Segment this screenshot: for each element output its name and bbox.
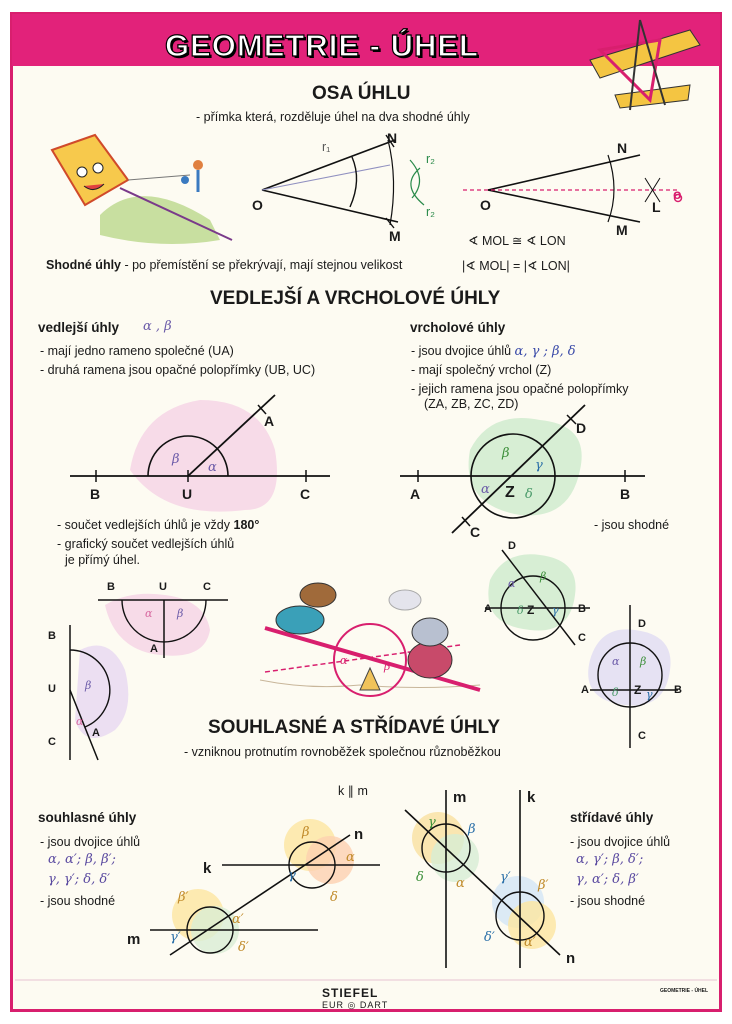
- stridave-line-1: - jsou dvojice úhlů: [570, 835, 671, 849]
- shodne-definition: - po přemístění se překrývají, mají stejnou velikost: [121, 258, 403, 272]
- souhl-alpha: α: [346, 850, 355, 865]
- vrch-label-D: D: [576, 420, 587, 436]
- vertical-angles-small-diagram: [485, 550, 590, 645]
- small3-delta: δ: [517, 604, 524, 617]
- label-O-1: O: [252, 197, 263, 213]
- vertical-angles-diagram: [400, 405, 645, 533]
- strid-beta-prime: β′: [538, 878, 549, 893]
- small2-label-U: U: [48, 683, 56, 695]
- strid-gamma: γ: [428, 815, 436, 830]
- small3-label-B: B: [578, 603, 586, 615]
- vrcholove-bullet-1: - jsou dvojice úhlů: [411, 344, 512, 358]
- vrch-gamma: γ: [535, 458, 543, 473]
- vrcholove-title: vrcholové úhly: [410, 320, 506, 335]
- section-heading-osa: OSA ÚHLU: [312, 83, 411, 104]
- souhl-label-m: m: [127, 931, 141, 948]
- small4-label-Z: Z: [634, 683, 642, 697]
- seesaw-illustration: [260, 583, 480, 696]
- section-heading-vedlejsi-vrcholove: VEDLEJŠÍ A VRCHOLOVÉ ÚHLY: [210, 288, 501, 309]
- small4-label-D: D: [638, 618, 646, 630]
- vrch-label-B: B: [620, 486, 631, 502]
- souhl-alpha-prime: α′: [232, 912, 244, 927]
- supplementary-angles-diagram: [70, 395, 330, 512]
- strid-delta: δ: [416, 870, 424, 885]
- label-r2-top: r₂: [426, 152, 436, 166]
- small4-gamma: γ: [646, 688, 653, 701]
- parallel-notation: k ∥ m: [338, 784, 368, 798]
- supplementary-angles-vertical-diagram: [70, 625, 128, 760]
- label-L: L: [652, 199, 661, 215]
- small3-label-D: D: [508, 540, 516, 552]
- seesaw-alpha: α: [340, 654, 348, 667]
- souhlasne-line-3: - jsou shodné: [40, 894, 116, 908]
- souhlasne-pairs-2: γ, γ′; δ, δ′: [48, 872, 111, 887]
- footer-logo-top: STIEFEL: [322, 986, 379, 1000]
- vertical-angles-perpendicular-diagram: [588, 605, 678, 748]
- small2-label-B: B: [48, 630, 56, 642]
- vedl-beta: β: [172, 452, 180, 467]
- seesaw-beta: β: [384, 660, 391, 673]
- vrcholove-pairs: α, γ ; β, δ: [514, 344, 576, 359]
- souhlasne-pairs-1: α, α′; β, β′;: [48, 852, 116, 867]
- sum-value: 180°: [233, 518, 260, 532]
- small3-gamma: γ: [552, 604, 559, 617]
- vedlejsi-angles: α , β: [143, 319, 172, 334]
- vedl-label-C: C: [300, 486, 311, 502]
- strid-alpha: α: [456, 876, 465, 891]
- vedlejsi-bullet-1: - mají jedno rameno společné (UA): [40, 344, 234, 358]
- equal-size-statement: |∢ MOL| = |∢ LON|: [462, 259, 570, 273]
- vrch-label-C: C: [470, 524, 481, 540]
- small1-label-B: B: [107, 581, 115, 593]
- footer-logo-bottom: EUR ◎ DART: [322, 1000, 389, 1010]
- small2-label-A: A: [92, 727, 100, 739]
- label-M-1: M: [389, 228, 401, 244]
- vrch-label-A: A: [410, 486, 421, 502]
- souhl-label-k: k: [203, 860, 212, 877]
- label-O-2: O: [480, 197, 491, 213]
- souhlasne-title: souhlasné úhly: [38, 810, 137, 825]
- section-heading-souhlasne-stridave: SOUHLASNÉ A STŘÍDAVÉ ÚHLY: [208, 717, 501, 738]
- strid-gamma-prime: γ′: [500, 870, 511, 885]
- small1-label-A: A: [150, 643, 158, 655]
- strid-label-m: m: [453, 789, 467, 806]
- souhl-beta-prime: β′: [178, 890, 189, 905]
- label-M-2: M: [616, 222, 628, 238]
- small2-alpha: α: [76, 715, 84, 728]
- small4-label-A: A: [581, 684, 589, 696]
- souhl-delta: δ: [330, 890, 338, 905]
- osa-definition: - přímka která, rozděluje úhel na dva shodné úhly: [196, 110, 470, 124]
- footer-right-title: GEOMETRIE - ÚHEL: [660, 988, 709, 994]
- vrch-delta: δ: [525, 487, 533, 502]
- small3-alpha: α: [508, 577, 516, 590]
- strid-delta-prime: δ′: [484, 930, 495, 945]
- label-o-axis: o: [673, 186, 682, 202]
- strid-alpha-prime: α′: [524, 935, 536, 950]
- small2-beta: β: [85, 679, 92, 692]
- souhl-delta-prime: δ′: [238, 940, 249, 955]
- label-r2-bottom: r₂: [426, 205, 436, 219]
- small3-beta: β: [540, 570, 547, 583]
- graphic-sum-line-2: je přímý úhel.: [65, 553, 141, 567]
- label-r1: r₁: [322, 140, 331, 154]
- small1-alpha: α: [145, 607, 153, 620]
- vrcholove-bullet-3-line-2: (ZA, ZB, ZC, ZD): [424, 397, 519, 411]
- vedlejsi-bullet-2: - druhá ramena jsou opačné polopřímky (UB, UC): [40, 363, 316, 377]
- strid-label-n: n: [566, 950, 576, 967]
- drawing-tools-illustration: [590, 20, 700, 110]
- vedl-label-B: B: [90, 486, 101, 502]
- small1-label-U: U: [159, 581, 167, 593]
- souhlasne-line-1: - jsou dvojice úhlů: [40, 835, 141, 849]
- small4-alpha: α: [612, 655, 620, 668]
- small4-label-C: C: [638, 730, 646, 742]
- small4-label-B: B: [674, 684, 682, 696]
- stridave-pairs-2: γ, α′; δ, β′: [576, 872, 639, 887]
- vrch-alpha: α: [481, 482, 490, 497]
- vedl-alpha: α: [208, 460, 217, 475]
- stridave-pairs-1: α, γ′; β, δ′;: [576, 852, 644, 867]
- label-N-2: N: [617, 140, 628, 156]
- supplementary-angles-small-diagram: [98, 594, 228, 658]
- bisector-construction-diagram: [262, 135, 424, 228]
- page-title: GEOMETRIE - ÚHEL: [165, 28, 479, 63]
- vedlejsi-title: vedlejší úhly: [38, 320, 120, 335]
- small4-delta: δ: [612, 686, 619, 699]
- vedl-label-U: U: [182, 486, 193, 502]
- souhlasne-stridave-definition: - vzniknou protnutím rovnoběžek společnou různoběžkou: [184, 745, 501, 759]
- stridave-line-3: - jsou shodné: [570, 894, 646, 908]
- vrcholove-bullet-3-line-1: - jejich ramena jsou opačné polopřímky: [411, 382, 629, 396]
- vedl-label-A: A: [264, 413, 275, 429]
- small2-label-C: C: [48, 736, 56, 748]
- vrch-beta: β: [502, 446, 510, 461]
- kite-illustration: [52, 135, 232, 244]
- strid-beta: β: [468, 822, 476, 837]
- souhl-beta: β: [302, 825, 310, 840]
- congruence-statement: ∢ MOL ≅ ∢ LON: [468, 234, 566, 248]
- small4-beta: β: [640, 655, 647, 668]
- small1-beta: β: [177, 607, 184, 620]
- strid-label-k: k: [527, 789, 536, 806]
- label-N-1: N: [387, 130, 398, 146]
- souhl-gamma-prime: γ′: [170, 930, 181, 945]
- stridave-title: střídavé úhly: [570, 810, 654, 825]
- corresponding-angles-diagram: [150, 819, 380, 955]
- graphic-sum-line-1: - grafický součet vedlejších úhlů: [57, 537, 235, 551]
- small3-label-C: C: [578, 632, 586, 644]
- bisector-result-diagram: [463, 155, 682, 222]
- souhl-gamma: γ: [288, 868, 296, 883]
- small3-label-Z: Z: [527, 603, 535, 617]
- vrch-label-Z: Z: [505, 484, 515, 501]
- vrcholove-bullet-2: - mají společný vrchol (Z): [411, 363, 552, 377]
- small3-label-A: A: [484, 603, 492, 615]
- vrcholove-shodne: - jsou shodné: [594, 518, 670, 532]
- shodne-term: Shodné úhly: [46, 258, 121, 272]
- sum-text: - součet vedlejších úhlů je vždy: [57, 518, 231, 532]
- souhl-label-n: n: [354, 826, 364, 843]
- small1-label-C: C: [203, 581, 211, 593]
